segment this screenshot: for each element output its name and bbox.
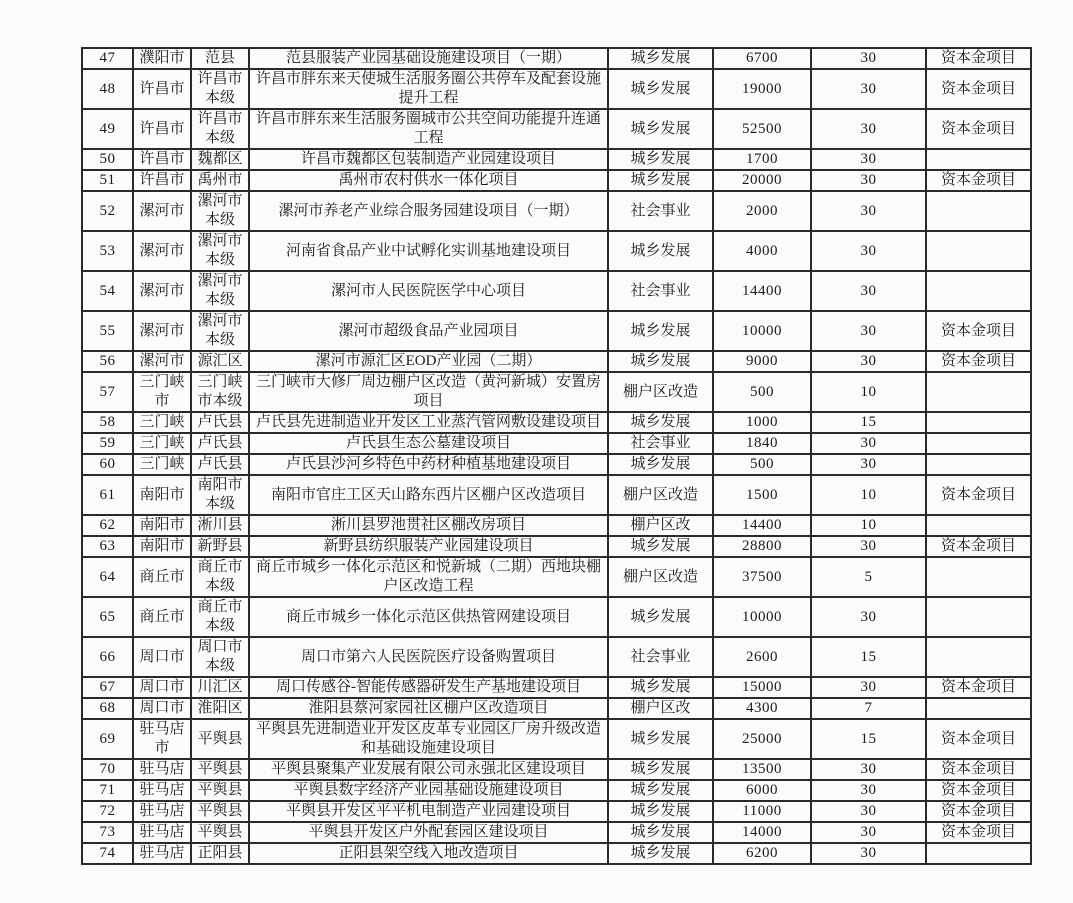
cell-district: 卢氏县 [191, 433, 249, 454]
cell-district: 周口市本级 [191, 637, 249, 677]
table-row [82, 677, 1031, 698]
cell-ratio: 30 [811, 801, 926, 822]
cell-ratio: 30 [811, 271, 926, 311]
cell-project-name: 周口市第六人民医院医疗设备购置项目 [249, 637, 608, 677]
table-row [82, 698, 1031, 719]
cell-district: 许昌市本级 [191, 69, 249, 109]
cell-note: 资本金项目 [926, 48, 1031, 69]
cell-category: 社会事业 [608, 637, 713, 677]
cell-row-number: 52 [82, 191, 133, 231]
cell-project-name: 平舆县先进制造业开发区皮革专业园区厂房升级改造和基础设施建设项目 [249, 719, 608, 759]
cell-project-name: 许昌市胖东来天使城生活服务圈公共停车及配套设施提升工程 [249, 69, 608, 109]
cell-row-number: 74 [82, 843, 133, 864]
cell-city: 濮阳市 [133, 48, 191, 69]
cell-note: 资本金项目 [926, 801, 1031, 822]
cell-ratio: 30 [811, 677, 926, 698]
cell-amount: 6000 [713, 780, 811, 801]
cell-category: 城乡发展 [608, 48, 713, 69]
cell-district: 范县 [191, 48, 249, 69]
cell-category: 城乡发展 [608, 231, 713, 271]
table-row [82, 372, 1031, 412]
cell-amount: 20000 [713, 170, 811, 191]
cell-amount: 37500 [713, 557, 811, 597]
cell-amount: 13500 [713, 759, 811, 780]
cell-amount: 10000 [713, 597, 811, 637]
cell-amount: 1000 [713, 412, 811, 433]
cell-city: 商丘市 [133, 557, 191, 597]
cell-note [926, 557, 1031, 597]
cell-district: 新野县 [191, 536, 249, 557]
cell-note [926, 515, 1031, 536]
cell-category: 城乡发展 [608, 412, 713, 433]
cell-row-number: 68 [82, 698, 133, 719]
table-row [82, 149, 1031, 170]
cell-ratio: 30 [811, 433, 926, 454]
cell-note: 资本金项目 [926, 69, 1031, 109]
cell-district: 三门峡市本级 [191, 372, 249, 412]
cell-city: 南阳市 [133, 475, 191, 515]
cell-project-name: 漯河市养老产业综合服务园建设项目（一期） [249, 191, 608, 231]
cell-district: 漯河市本级 [191, 271, 249, 311]
cell-district: 南阳市本级 [191, 475, 249, 515]
cell-amount: 28800 [713, 536, 811, 557]
cell-ratio: 15 [811, 719, 926, 759]
cell-note [926, 637, 1031, 677]
cell-note [926, 454, 1031, 475]
cell-district: 卢氏县 [191, 412, 249, 433]
cell-row-number: 65 [82, 597, 133, 637]
table-row [82, 412, 1031, 433]
cell-project-name: 商丘市城乡一体化示范区供热管网建设项目 [249, 597, 608, 637]
cell-district: 魏都区 [191, 149, 249, 170]
cell-project-name: 平舆县开发区户外配套园区建设项目 [249, 822, 608, 843]
cell-district: 商丘市本级 [191, 597, 249, 637]
cell-project-name: 周口传感谷-智能传感器研发生产基地建设项目 [249, 677, 608, 698]
cell-project-name: 范县服装产业园基础设施建设项目（一期） [249, 48, 608, 69]
cell-project-name: 漯河市人民医院医学中心项目 [249, 271, 608, 311]
cell-project-name: 漯河市源汇区EOD产业园（二期） [249, 351, 608, 372]
cell-row-number: 47 [82, 48, 133, 69]
cell-row-number: 73 [82, 822, 133, 843]
cell-note: 资本金项目 [926, 351, 1031, 372]
cell-note [926, 433, 1031, 454]
cell-amount: 1700 [713, 149, 811, 170]
cell-note [926, 231, 1031, 271]
cell-row-number: 63 [82, 536, 133, 557]
cell-row-number: 60 [82, 454, 133, 475]
cell-city: 许昌市 [133, 69, 191, 109]
cell-ratio: 30 [811, 351, 926, 372]
cell-project-name: 平舆县开发区平平机电制造产业园建设项目 [249, 801, 608, 822]
cell-row-number: 70 [82, 759, 133, 780]
cell-amount: 25000 [713, 719, 811, 759]
cell-district: 正阳县 [191, 843, 249, 864]
cell-amount: 14400 [713, 515, 811, 536]
cell-amount: 6200 [713, 843, 811, 864]
cell-category: 城乡发展 [608, 149, 713, 170]
table-row [82, 597, 1031, 637]
table-row [82, 637, 1031, 677]
cell-city: 三门峡市 [133, 372, 191, 412]
cell-category: 城乡发展 [608, 311, 713, 351]
cell-category: 城乡发展 [608, 780, 713, 801]
cell-category: 城乡发展 [608, 719, 713, 759]
cell-amount: 4300 [713, 698, 811, 719]
cell-amount: 500 [713, 372, 811, 412]
cell-category: 社会事业 [608, 271, 713, 311]
cell-category: 城乡发展 [608, 677, 713, 698]
cell-city: 驻马店 [133, 843, 191, 864]
cell-city: 周口市 [133, 698, 191, 719]
cell-amount: 14000 [713, 822, 811, 843]
cell-project-name: 新野县纺织服装产业园建设项目 [249, 536, 608, 557]
table-row [82, 351, 1031, 372]
cell-note: 资本金项目 [926, 719, 1031, 759]
cell-note [926, 372, 1031, 412]
cell-district: 平舆县 [191, 822, 249, 843]
cell-project-name: 平舆县聚集产业发展有限公司永强北区建设项目 [249, 759, 608, 780]
table-row [82, 536, 1031, 557]
cell-ratio: 10 [811, 475, 926, 515]
cell-amount: 1840 [713, 433, 811, 454]
cell-category: 社会事业 [608, 191, 713, 231]
cell-note: 资本金项目 [926, 109, 1031, 149]
cell-row-number: 71 [82, 780, 133, 801]
cell-category: 棚户区改造 [608, 557, 713, 597]
cell-amount: 4000 [713, 231, 811, 271]
cell-city: 南阳市 [133, 536, 191, 557]
cell-row-number: 72 [82, 801, 133, 822]
cell-ratio: 30 [811, 109, 926, 149]
cell-district: 漯河市本级 [191, 231, 249, 271]
cell-row-number: 69 [82, 719, 133, 759]
cell-note: 资本金项目 [926, 311, 1031, 351]
cell-city: 南阳市 [133, 515, 191, 536]
cell-note [926, 149, 1031, 170]
cell-district: 禹州市 [191, 170, 249, 191]
table-row [82, 822, 1031, 843]
project-funding-table [81, 47, 1032, 865]
cell-amount: 1500 [713, 475, 811, 515]
cell-ratio: 10 [811, 372, 926, 412]
cell-row-number: 64 [82, 557, 133, 597]
cell-amount: 10000 [713, 311, 811, 351]
cell-amount: 52500 [713, 109, 811, 149]
cell-category: 社会事业 [608, 433, 713, 454]
cell-row-number: 58 [82, 412, 133, 433]
cell-district: 淅川县 [191, 515, 249, 536]
cell-ratio: 30 [811, 759, 926, 780]
cell-city: 商丘市 [133, 597, 191, 637]
cell-city: 漯河市 [133, 231, 191, 271]
cell-row-number: 49 [82, 109, 133, 149]
cell-ratio: 15 [811, 637, 926, 677]
cell-category: 城乡发展 [608, 454, 713, 475]
cell-city: 周口市 [133, 677, 191, 698]
cell-note [926, 412, 1031, 433]
cell-project-name: 禹州市农村供水一体化项目 [249, 170, 608, 191]
cell-project-name: 卢氏县生态公墓建设项目 [249, 433, 608, 454]
cell-amount: 500 [713, 454, 811, 475]
cell-ratio: 30 [811, 48, 926, 69]
cell-row-number: 51 [82, 170, 133, 191]
cell-category: 城乡发展 [608, 69, 713, 109]
cell-city: 周口市 [133, 637, 191, 677]
cell-ratio: 7 [811, 698, 926, 719]
cell-category: 棚户区改 [608, 515, 713, 536]
cell-amount: 15000 [713, 677, 811, 698]
cell-city: 许昌市 [133, 149, 191, 170]
table-row [82, 109, 1031, 149]
cell-note: 资本金项目 [926, 677, 1031, 698]
cell-amount: 11000 [713, 801, 811, 822]
cell-ratio: 15 [811, 412, 926, 433]
cell-row-number: 62 [82, 515, 133, 536]
cell-ratio: 30 [811, 822, 926, 843]
cell-project-name: 河南省食品产业中试孵化实训基地建设项目 [249, 231, 608, 271]
cell-category: 城乡发展 [608, 843, 713, 864]
cell-category: 城乡发展 [608, 597, 713, 637]
cell-note: 资本金项目 [926, 780, 1031, 801]
table-row [82, 433, 1031, 454]
cell-city: 漯河市 [133, 191, 191, 231]
cell-category: 城乡发展 [608, 351, 713, 372]
cell-note: 资本金项目 [926, 170, 1031, 191]
cell-amount: 2600 [713, 637, 811, 677]
cell-category: 城乡发展 [608, 536, 713, 557]
table-row [82, 454, 1031, 475]
cell-category: 棚户区改造 [608, 475, 713, 515]
cell-row-number: 59 [82, 433, 133, 454]
cell-city: 三门峡 [133, 412, 191, 433]
cell-district: 平舆县 [191, 780, 249, 801]
cell-amount: 14400 [713, 271, 811, 311]
cell-note: 资本金项目 [926, 536, 1031, 557]
cell-district: 源汇区 [191, 351, 249, 372]
cell-project-name: 卢氏县先进制造业开发区工业蒸汽管网敷设建设项目 [249, 412, 608, 433]
cell-row-number: 55 [82, 311, 133, 351]
table-row [82, 780, 1031, 801]
cell-project-name: 三门峡市大修厂周边棚户区改造（黄河新城）安置房项目 [249, 372, 608, 412]
cell-note: 资本金项目 [926, 759, 1031, 780]
table-row [82, 515, 1031, 536]
table-row [82, 69, 1031, 109]
cell-project-name: 卢氏县沙河乡特色中药材种植基地建设项目 [249, 454, 608, 475]
table-row [82, 801, 1031, 822]
cell-note [926, 191, 1031, 231]
cell-row-number: 50 [82, 149, 133, 170]
cell-note [926, 271, 1031, 311]
cell-ratio: 10 [811, 515, 926, 536]
cell-project-name: 淮阳县蔡河家园社区棚户区改造项目 [249, 698, 608, 719]
table-row [82, 271, 1031, 311]
cell-ratio: 30 [811, 170, 926, 191]
cell-city: 许昌市 [133, 170, 191, 191]
cell-category: 城乡发展 [608, 759, 713, 780]
cell-district: 商丘市本级 [191, 557, 249, 597]
cell-ratio: 30 [811, 69, 926, 109]
cell-ratio: 30 [811, 597, 926, 637]
cell-row-number: 53 [82, 231, 133, 271]
cell-ratio: 30 [811, 191, 926, 231]
table-row [82, 475, 1031, 515]
cell-city: 驻马店 [133, 780, 191, 801]
cell-row-number: 48 [82, 69, 133, 109]
table-row [82, 843, 1031, 864]
cell-amount: 6700 [713, 48, 811, 69]
cell-district: 卢氏县 [191, 454, 249, 475]
table-row [82, 48, 1031, 69]
table-row [82, 231, 1031, 271]
cell-note [926, 698, 1031, 719]
cell-category: 棚户区改造 [608, 372, 713, 412]
cell-project-name: 商丘市城乡一体化示范区和悦新城（二期）西地块棚户区改造工程 [249, 557, 608, 597]
cell-district: 平舆县 [191, 759, 249, 780]
cell-city: 漯河市 [133, 271, 191, 311]
cell-ratio: 5 [811, 557, 926, 597]
cell-project-name: 淅川县罗池贯社区棚改房项目 [249, 515, 608, 536]
cell-note [926, 843, 1031, 864]
cell-row-number: 61 [82, 475, 133, 515]
table-row [82, 311, 1031, 351]
cell-note: 资本金项目 [926, 475, 1031, 515]
cell-category: 棚户区改 [608, 698, 713, 719]
cell-row-number: 67 [82, 677, 133, 698]
cell-category: 城乡发展 [608, 170, 713, 191]
cell-ratio: 30 [811, 536, 926, 557]
cell-row-number: 57 [82, 372, 133, 412]
cell-row-number: 54 [82, 271, 133, 311]
cell-city: 驻马店 [133, 822, 191, 843]
cell-project-name: 正阳县架空线入地改造项目 [249, 843, 608, 864]
cell-ratio: 30 [811, 780, 926, 801]
cell-district: 漯河市本级 [191, 311, 249, 351]
cell-city: 漯河市 [133, 351, 191, 372]
cell-amount: 2000 [713, 191, 811, 231]
table-row [82, 557, 1031, 597]
cell-district: 平舆县 [191, 801, 249, 822]
cell-district: 平舆县 [191, 719, 249, 759]
cell-city: 许昌市 [133, 109, 191, 149]
cell-city: 驻马店 [133, 759, 191, 780]
table-row [82, 719, 1031, 759]
cell-city: 三门峡 [133, 433, 191, 454]
cell-row-number: 56 [82, 351, 133, 372]
cell-amount: 9000 [713, 351, 811, 372]
cell-district: 许昌市本级 [191, 109, 249, 149]
cell-ratio: 30 [811, 149, 926, 170]
cell-note [926, 597, 1031, 637]
cell-project-name: 许昌市胖东来生活服务圈城市公共空间功能提升连通工程 [249, 109, 608, 149]
cell-ratio: 30 [811, 311, 926, 351]
cell-project-name: 许昌市魏都区包装制造产业园建设项目 [249, 149, 608, 170]
project-table-body [82, 48, 1031, 864]
table-row [82, 759, 1031, 780]
cell-city: 驻马店市 [133, 719, 191, 759]
cell-category: 城乡发展 [608, 109, 713, 149]
cell-ratio: 30 [811, 231, 926, 271]
cell-district: 淮阳区 [191, 698, 249, 719]
cell-category: 城乡发展 [608, 822, 713, 843]
table-row [82, 191, 1031, 231]
cell-category: 城乡发展 [608, 801, 713, 822]
cell-amount: 19000 [713, 69, 811, 109]
table-row [82, 170, 1031, 191]
cell-city: 三门峡 [133, 454, 191, 475]
cell-ratio: 30 [811, 454, 926, 475]
cell-note: 资本金项目 [926, 822, 1031, 843]
cell-district: 川汇区 [191, 677, 249, 698]
cell-ratio: 30 [811, 843, 926, 864]
cell-district: 漯河市本级 [191, 191, 249, 231]
cell-project-name: 南阳市官庄工区天山路东西片区棚户区改造项目 [249, 475, 608, 515]
cell-project-name: 漯河市超级食品产业园项目 [249, 311, 608, 351]
cell-city: 漯河市 [133, 311, 191, 351]
cell-project-name: 平舆县数字经济产业园基础设施建设项目 [249, 780, 608, 801]
cell-city: 驻马店 [133, 801, 191, 822]
cell-row-number: 66 [82, 637, 133, 677]
